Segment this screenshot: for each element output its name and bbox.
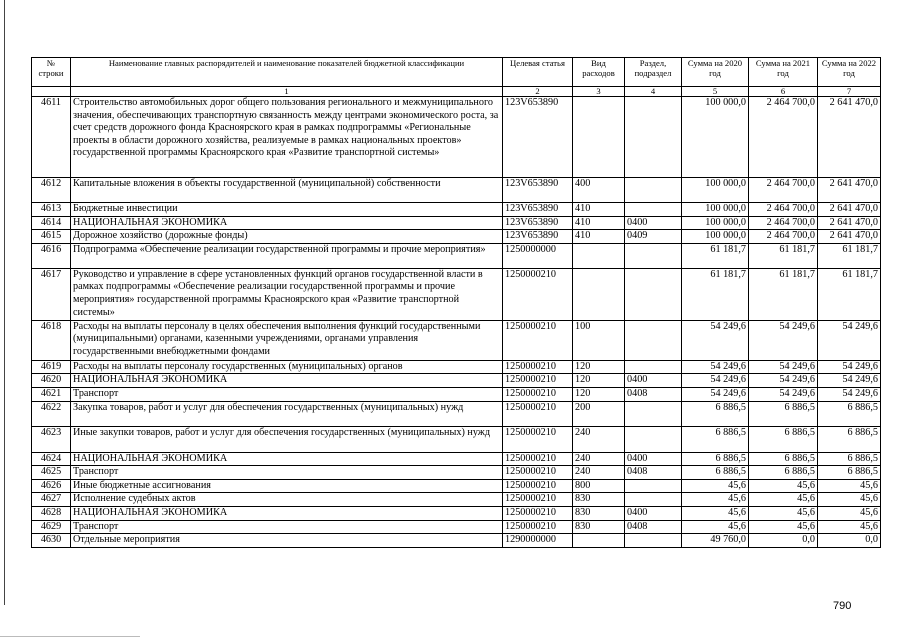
row-sum-2021: 6 886,5 [749, 452, 818, 466]
table-row [32, 97, 881, 178]
header-name: Наименование главных распорядителей и наименование показателей бюджетной классификации [71, 58, 503, 87]
header-target: Целевая статья [503, 58, 573, 87]
row-sum-2022: 54 249,6 [818, 387, 881, 401]
row-target-code: 1250000210 [503, 493, 573, 507]
row-sum-2022: 6 886,5 [818, 426, 881, 452]
row-expense-type: 830 [573, 520, 625, 534]
row-number: 4618 [32, 320, 71, 360]
table-row [32, 534, 881, 548]
row-expense-type: 830 [573, 493, 625, 507]
row-expense-type: 120 [573, 374, 625, 388]
row-expense-type [573, 534, 625, 548]
row-sum-2020: 45,6 [682, 520, 749, 534]
row-sum-2022: 45,6 [818, 520, 881, 534]
row-name: НАЦИОНАЛЬНАЯ ЭКОНОМИКА [71, 452, 503, 466]
row-sum-2022: 45,6 [818, 479, 881, 493]
row-target-code: 1250000210 [503, 387, 573, 401]
row-sum-2021: 54 249,6 [749, 360, 818, 374]
row-target-code: 1290000000 [503, 534, 573, 548]
row-sum-2021: 54 249,6 [749, 387, 818, 401]
row-target-code: 1250000210 [503, 452, 573, 466]
row-section: 0400 [625, 506, 682, 520]
row-section: 0400 [625, 452, 682, 466]
row-sum-2020: 45,6 [682, 506, 749, 520]
table-row [32, 360, 881, 374]
row-section: 0408 [625, 466, 682, 480]
row-target-code: 123V653890 [503, 203, 573, 217]
row-section: 0400 [625, 216, 682, 230]
row-sum-2021: 54 249,6 [749, 320, 818, 360]
col-number: 3 [573, 87, 625, 97]
row-expense-type: 410 [573, 230, 625, 244]
row-number: 4616 [32, 243, 71, 268]
row-name: Строительство автомобильных дорог общего пользования регионального и межмуниципального значения, обеспечивающих транспортную связанность между центрами экономического роста, за счет средств дорожного фонда Красноярского края в рамках подпрограммы «Региональные проекты в области дорожного хозяйства, реализуемые в рамках национальных проектов» государственной программы Красноярского края «Развитие транспортной системы» [71, 97, 503, 178]
row-sum-2020: 6 886,5 [682, 426, 749, 452]
row-sum-2022: 61 181,7 [818, 268, 881, 320]
row-sum-2020: 6 886,5 [682, 452, 749, 466]
col-number: 6 [749, 87, 818, 97]
table-row [32, 452, 881, 466]
row-sum-2020: 6 886,5 [682, 466, 749, 480]
row-expense-type: 410 [573, 203, 625, 217]
row-name: НАЦИОНАЛЬНАЯ ЭКОНОМИКА [71, 374, 503, 388]
row-expense-type: 200 [573, 401, 625, 426]
header-sum2021: Сумма на 2021 год [749, 58, 818, 87]
row-target-code: 123V653890 [503, 178, 573, 203]
row-sum-2021: 2 464 700,0 [749, 178, 818, 203]
page-edge-rule [4, 0, 5, 605]
row-number: 4613 [32, 203, 71, 217]
col-number: 5 [682, 87, 749, 97]
row-expense-type [573, 268, 625, 320]
row-number: 4627 [32, 493, 71, 507]
table-row [32, 506, 881, 520]
row-number: 4630 [32, 534, 71, 548]
row-sum-2020: 6 886,5 [682, 401, 749, 426]
row-number: 4615 [32, 230, 71, 244]
col-number [32, 87, 71, 97]
row-sum-2020: 100 000,0 [682, 216, 749, 230]
row-sum-2020: 45,6 [682, 479, 749, 493]
row-expense-type: 120 [573, 387, 625, 401]
row-sum-2020: 100 000,0 [682, 230, 749, 244]
row-sum-2022: 6 886,5 [818, 401, 881, 426]
row-section [625, 268, 682, 320]
row-sum-2022: 54 249,6 [818, 320, 881, 360]
row-sum-2021: 45,6 [749, 506, 818, 520]
row-sum-2022: 45,6 [818, 493, 881, 507]
row-expense-type: 240 [573, 426, 625, 452]
row-sum-2021: 6 886,5 [749, 401, 818, 426]
row-sum-2022: 2 641 470,0 [818, 203, 881, 217]
row-sum-2022: 61 181,7 [818, 243, 881, 268]
col-number: 4 [625, 87, 682, 97]
table-body [32, 97, 881, 548]
row-expense-type: 240 [573, 466, 625, 480]
row-sum-2022: 0,0 [818, 534, 881, 548]
header-sum2022: Сумма на 2022 год [818, 58, 881, 87]
row-sum-2021: 2 464 700,0 [749, 230, 818, 244]
row-name: Закупка товаров, работ и услуг для обеспечения государственных (муниципальных) нужд [71, 401, 503, 426]
row-number: 4629 [32, 520, 71, 534]
row-sum-2020: 54 249,6 [682, 360, 749, 374]
row-section [625, 426, 682, 452]
row-section: 0408 [625, 520, 682, 534]
row-expense-type: 400 [573, 178, 625, 203]
row-number: 4621 [32, 387, 71, 401]
table-row [32, 466, 881, 480]
row-number: 4624 [32, 452, 71, 466]
row-number: 4617 [32, 268, 71, 320]
row-sum-2020: 54 249,6 [682, 374, 749, 388]
row-name: Подпрограмма «Обеспечение реализации государственной программы и прочие мероприятия» [71, 243, 503, 268]
row-number: 4626 [32, 479, 71, 493]
row-section [625, 320, 682, 360]
row-sum-2021: 61 181,7 [749, 268, 818, 320]
header-row-no: № строки [32, 58, 71, 87]
scan-edge-line [0, 636, 140, 637]
row-name: Транспорт [71, 387, 503, 401]
row-name: Транспорт [71, 466, 503, 480]
row-sum-2020: 100 000,0 [682, 178, 749, 203]
row-expense-type [573, 97, 625, 178]
row-section [625, 493, 682, 507]
header-section: Раздел, подраздел [625, 58, 682, 87]
row-sum-2021: 54 249,6 [749, 374, 818, 388]
table-row [32, 203, 881, 217]
budget-table [31, 57, 881, 548]
row-target-code: 1250000210 [503, 466, 573, 480]
row-sum-2021: 6 886,5 [749, 466, 818, 480]
row-name: Исполнение судебных актов [71, 493, 503, 507]
header-sum2020: Сумма на 2020 год [682, 58, 749, 87]
row-section [625, 178, 682, 203]
row-target-code: 123V653890 [503, 216, 573, 230]
row-sum-2020: 54 249,6 [682, 320, 749, 360]
row-sum-2020: 100 000,0 [682, 203, 749, 217]
row-target-code: 1250000210 [503, 374, 573, 388]
row-target-code: 1250000210 [503, 479, 573, 493]
row-target-code: 1250000210 [503, 506, 573, 520]
row-target-code: 1250000210 [503, 268, 573, 320]
row-sum-2020: 100 000,0 [682, 97, 749, 178]
row-name: Руководство и управление в сфере установленных функций органов государственной власти в рамках подпрограммы «Обеспечение реализации государственной программы и прочие мероприятия» государственной программы Красноярского края «Развитие транспортной системы» [71, 268, 503, 320]
row-section: 0409 [625, 230, 682, 244]
table-row [32, 178, 881, 203]
row-name: Расходы на выплаты персоналу государственных (муниципальных) органов [71, 360, 503, 374]
row-number: 4620 [32, 374, 71, 388]
row-target-code: 1250000210 [503, 520, 573, 534]
table-row [32, 320, 881, 360]
row-number: 4611 [32, 97, 71, 178]
row-sum-2021: 0,0 [749, 534, 818, 548]
row-target-code: 1250000210 [503, 320, 573, 360]
row-sum-2022: 6 886,5 [818, 452, 881, 466]
col-number: 2 [503, 87, 573, 97]
table-row [32, 520, 881, 534]
row-sum-2020: 54 249,6 [682, 387, 749, 401]
row-sum-2022: 2 641 470,0 [818, 178, 881, 203]
row-name: Иные бюджетные ассигнования [71, 479, 503, 493]
table-row [32, 401, 881, 426]
row-expense-type: 800 [573, 479, 625, 493]
row-number: 4612 [32, 178, 71, 203]
row-section [625, 479, 682, 493]
row-sum-2022: 2 641 470,0 [818, 230, 881, 244]
row-number: 4628 [32, 506, 71, 520]
row-name: Бюджетные инвестиции [71, 203, 503, 217]
row-name: Отдельные мероприятия [71, 534, 503, 548]
row-sum-2022: 2 641 470,0 [818, 216, 881, 230]
row-target-code: 1250000210 [503, 401, 573, 426]
table-row [32, 268, 881, 320]
row-target-code: 123V653890 [503, 97, 573, 178]
row-sum-2022: 54 249,6 [818, 374, 881, 388]
row-expense-type: 830 [573, 506, 625, 520]
row-sum-2020: 61 181,7 [682, 268, 749, 320]
table-row [32, 387, 881, 401]
row-target-code: 123V653890 [503, 230, 573, 244]
row-sum-2021: 2 464 700,0 [749, 216, 818, 230]
table-row [32, 374, 881, 388]
row-sum-2021: 2 464 700,0 [749, 203, 818, 217]
row-sum-2020: 45,6 [682, 493, 749, 507]
row-name: Транспорт [71, 520, 503, 534]
row-sum-2021: 61 181,7 [749, 243, 818, 268]
table-row [32, 230, 881, 244]
row-section [625, 97, 682, 178]
table-row [32, 493, 881, 507]
row-target-code: 1250000210 [503, 426, 573, 452]
row-sum-2021: 6 886,5 [749, 426, 818, 452]
row-sum-2022: 54 249,6 [818, 360, 881, 374]
row-sum-2021: 45,6 [749, 493, 818, 507]
col-number: 7 [818, 87, 881, 97]
row-expense-type [573, 243, 625, 268]
page-number: 790 [833, 600, 852, 612]
row-sum-2021: 2 464 700,0 [749, 97, 818, 178]
row-expense-type: 410 [573, 216, 625, 230]
row-section: 0408 [625, 387, 682, 401]
row-expense-type: 240 [573, 452, 625, 466]
row-section [625, 243, 682, 268]
row-section [625, 534, 682, 548]
row-sum-2022: 6 886,5 [818, 466, 881, 480]
row-section [625, 360, 682, 374]
row-number: 4625 [32, 466, 71, 480]
row-expense-type: 120 [573, 360, 625, 374]
row-section [625, 203, 682, 217]
row-name: Расходы на выплаты персоналу в целях обеспечения выполнения функций государственными (муниципальными) органами, казенными учреждениями, органами управления государственными внебюджетными фондами [71, 320, 503, 360]
row-name: НАЦИОНАЛЬНАЯ ЭКОНОМИКА [71, 506, 503, 520]
row-expense-type: 100 [573, 320, 625, 360]
column-number-row [32, 87, 881, 97]
row-name: НАЦИОНАЛЬНАЯ ЭКОНОМИКА [71, 216, 503, 230]
table-row [32, 243, 881, 268]
table-row [32, 426, 881, 452]
row-section [625, 401, 682, 426]
row-name: Капитальные вложения в объекты государственной (муниципальной) собственности [71, 178, 503, 203]
row-number: 4614 [32, 216, 71, 230]
row-number: 4622 [32, 401, 71, 426]
row-sum-2020: 61 181,7 [682, 243, 749, 268]
row-sum-2022: 2 641 470,0 [818, 97, 881, 178]
col-number: 1 [71, 87, 503, 97]
row-sum-2021: 45,6 [749, 479, 818, 493]
row-number: 4619 [32, 360, 71, 374]
row-name: Дорожное хозяйство (дорожные фонды) [71, 230, 503, 244]
row-section: 0400 [625, 374, 682, 388]
row-name: Иные закупки товаров, работ и услуг для обеспечения государственных (муниципальных) нужд [71, 426, 503, 452]
row-sum-2020: 49 760,0 [682, 534, 749, 548]
table-row [32, 216, 881, 230]
header-type: Вид расходов [573, 58, 625, 87]
table-row [32, 479, 881, 493]
table-header [32, 58, 881, 97]
row-target-code: 1250000000 [503, 243, 573, 268]
row-sum-2022: 45,6 [818, 506, 881, 520]
row-target-code: 1250000210 [503, 360, 573, 374]
row-number: 4623 [32, 426, 71, 452]
row-sum-2021: 45,6 [749, 520, 818, 534]
